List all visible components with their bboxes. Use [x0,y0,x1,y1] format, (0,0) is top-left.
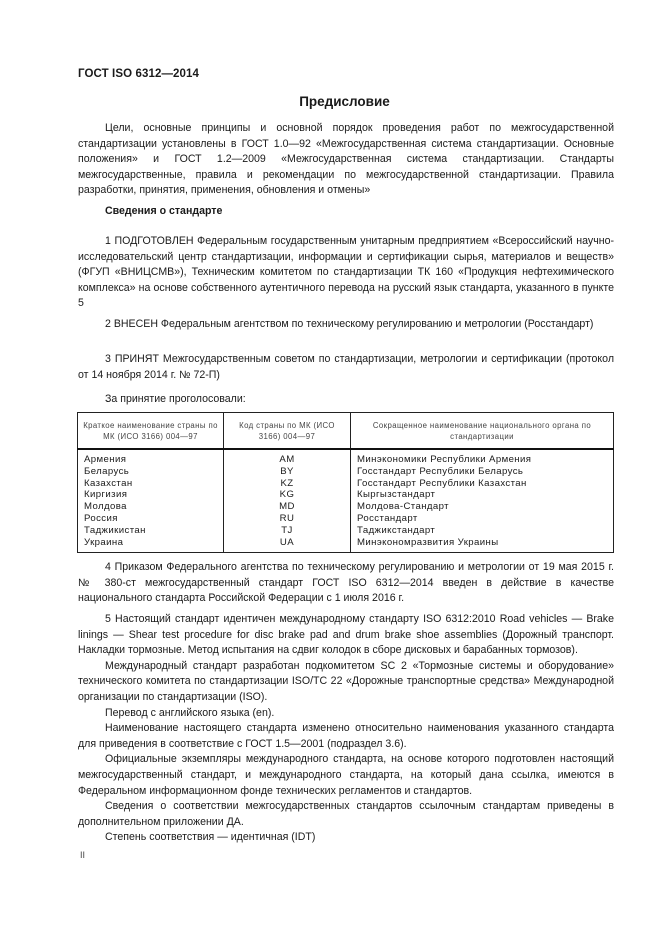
voting-countries-table [77,412,614,553]
table-row [78,537,614,553]
cell-country: Молдова [78,501,224,513]
item-2-section [78,317,614,333]
column-header-country-name: Краткое наименование страны по МК (ИСО 3166) 004—97 [78,413,224,450]
column-header-country-code: Код страны по МК (ИСО 3166) 004—97 [224,413,351,450]
cell-code: KZ [224,478,351,490]
document-id-header: ГОСТ ISO 6312—2014 [78,68,200,80]
table-row [78,466,614,478]
column-header-standards-body: Сокращенное наименование национального органа по стандартизации [351,413,614,450]
cell-code: KG [224,489,351,501]
cell-country: Беларусь [78,466,224,478]
table-row [78,501,614,513]
cell-country: Армения [78,449,224,466]
item-4-paragraph: 4 Приказом Федерального агентства по техническому регулированию и метрологии от 19 мая 2015 г. № 380-ст межгосударственный стандарт ГОСТ ISO 6312—2014 введен в действие в качестве национального стандарта Российской Федерации с 1 июля 2016 г. [78,561,614,605]
item-3-section [78,352,614,383]
table-row [78,478,614,490]
cell-body: Госстандарт Республики Беларусь [351,466,614,478]
item-4-section [78,560,614,607]
cell-code: TJ [224,525,351,537]
page-number: II [80,850,86,860]
cell-code: MD [224,501,351,513]
intro-section [78,121,614,199]
item-1-paragraph: 1 ПОДГОТОВЛЕН Федеральным государственным унитарным предприятием «Всероссийский научно-исследовательский центр стандартизации, информации и сертификации сырья, материалов и веществ» (ФГУП «ВНИЦСМВ»), Техническим комитетом по стандартизации ТК 160 «Продукция нефтехимического комплекса» на основе собственного аутентичного перевода на русский язык стандарта, указанного в пункте 5 [78,235,614,310]
item-5-conformity-info-paragraph: Сведения о соответствии межгосударственных стандартов ссылочным стандартам приведены в дополнительном приложении ДА. [78,800,614,828]
item-5-subcommittee-paragraph: Международный стандарт разработан подкомитетом SC 2 «Тормозные системы и оборудование» технического комитета по стандартизации ISO/TC 22 «Дорожные транспортные средства» Международной организации по стандартизации (ISO). [78,659,614,703]
table-row [78,525,614,537]
cell-body: Минэкономразвития Украины [351,537,614,553]
cell-code: AM [224,449,351,466]
cell-country: Казахстан [78,478,224,490]
item-3-paragraph: 3 ПРИНЯТ Межгосударственным советом по стандартизации, метрологии и сертификации (протокол от 14 ноября 2014 г. № 72-П) [78,353,614,381]
item-5-section [78,612,614,846]
cell-body: Минэкономики Республики Армения [351,449,614,466]
table-row [78,513,614,525]
item-5-degree-paragraph: Степень соответствия — идентичная (IDT) [105,831,316,844]
item-5-paragraph: 5 Настоящий стандарт идентичен международному стандарту ISO 6312:2010 Road vehicles — Brake linings — Shear test procedure for disc brake pad and drum brake shoe assemblies (Дорожный транспорт. Накладки тормозные. Метод испытания на сдвиг колодок в сборе дисковых и барабанных тормозов). [78,613,614,657]
cell-body: Кыргызстандарт [351,489,614,501]
voted-label-section [78,392,614,408]
table-header-row [78,413,614,450]
item-5-translation-paragraph: Перевод с английского языка (en). [105,706,275,719]
table-row [78,449,614,466]
cell-body: Росстандарт [351,513,614,525]
cell-country: Таджикистан [78,525,224,537]
cell-code: RU [224,513,351,525]
cell-code: BY [224,466,351,478]
voted-label: За принятие проголосовали: [105,393,246,405]
subheading-section [78,204,614,220]
cell-body: Таджикстандарт [351,525,614,537]
table-row [78,489,614,501]
cell-country: Россия [78,513,224,525]
item-5-official-copies-paragraph: Официальные экземпляры международного стандарта, на основе которого подготовлен настоящий межгосударственный стандарт, и международного стандарта, на который дана ссылка, имеются в Федеральном информационном фонде технических регламентов и стандартов. [78,753,614,797]
item-2-paragraph: 2 ВНЕСЕН Федеральным агентством по техническому регулированию и метрологии (Росстандарт) [105,318,594,330]
cell-body: Молдова-Стандарт [351,501,614,513]
intro-paragraph: Цели, основные принципы и основной порядок проведения работ по межгосударственной стандартизации установлены в ГОСТ 1.0—92 «Межгосударственная система стандартизации. Основные положения» и ГОСТ 1.2—2009 «Межгосударственная система стандартизации. Стандарты межгосударственные, правила и рекомендации по межгосударственной стандартизации. Правила разработки, принятия, применения, обновления и отмены» [78,122,614,197]
page-title: Предисловие [299,94,390,109]
item-1-section [78,234,614,312]
cell-country: Киргизия [78,489,224,501]
section-subheading: Сведения о стандарте [105,205,223,217]
cell-code: UA [224,537,351,553]
item-5-title-change-paragraph: Наименование настоящего стандарта изменено относительно наименования указанного стандарта для приведения в соответствие с ГОСТ 1.5—2001 (подраздел 3.6). [78,722,614,750]
cell-body: Госстандарт Республики Казахстан [351,478,614,490]
cell-country: Украина [78,537,224,553]
